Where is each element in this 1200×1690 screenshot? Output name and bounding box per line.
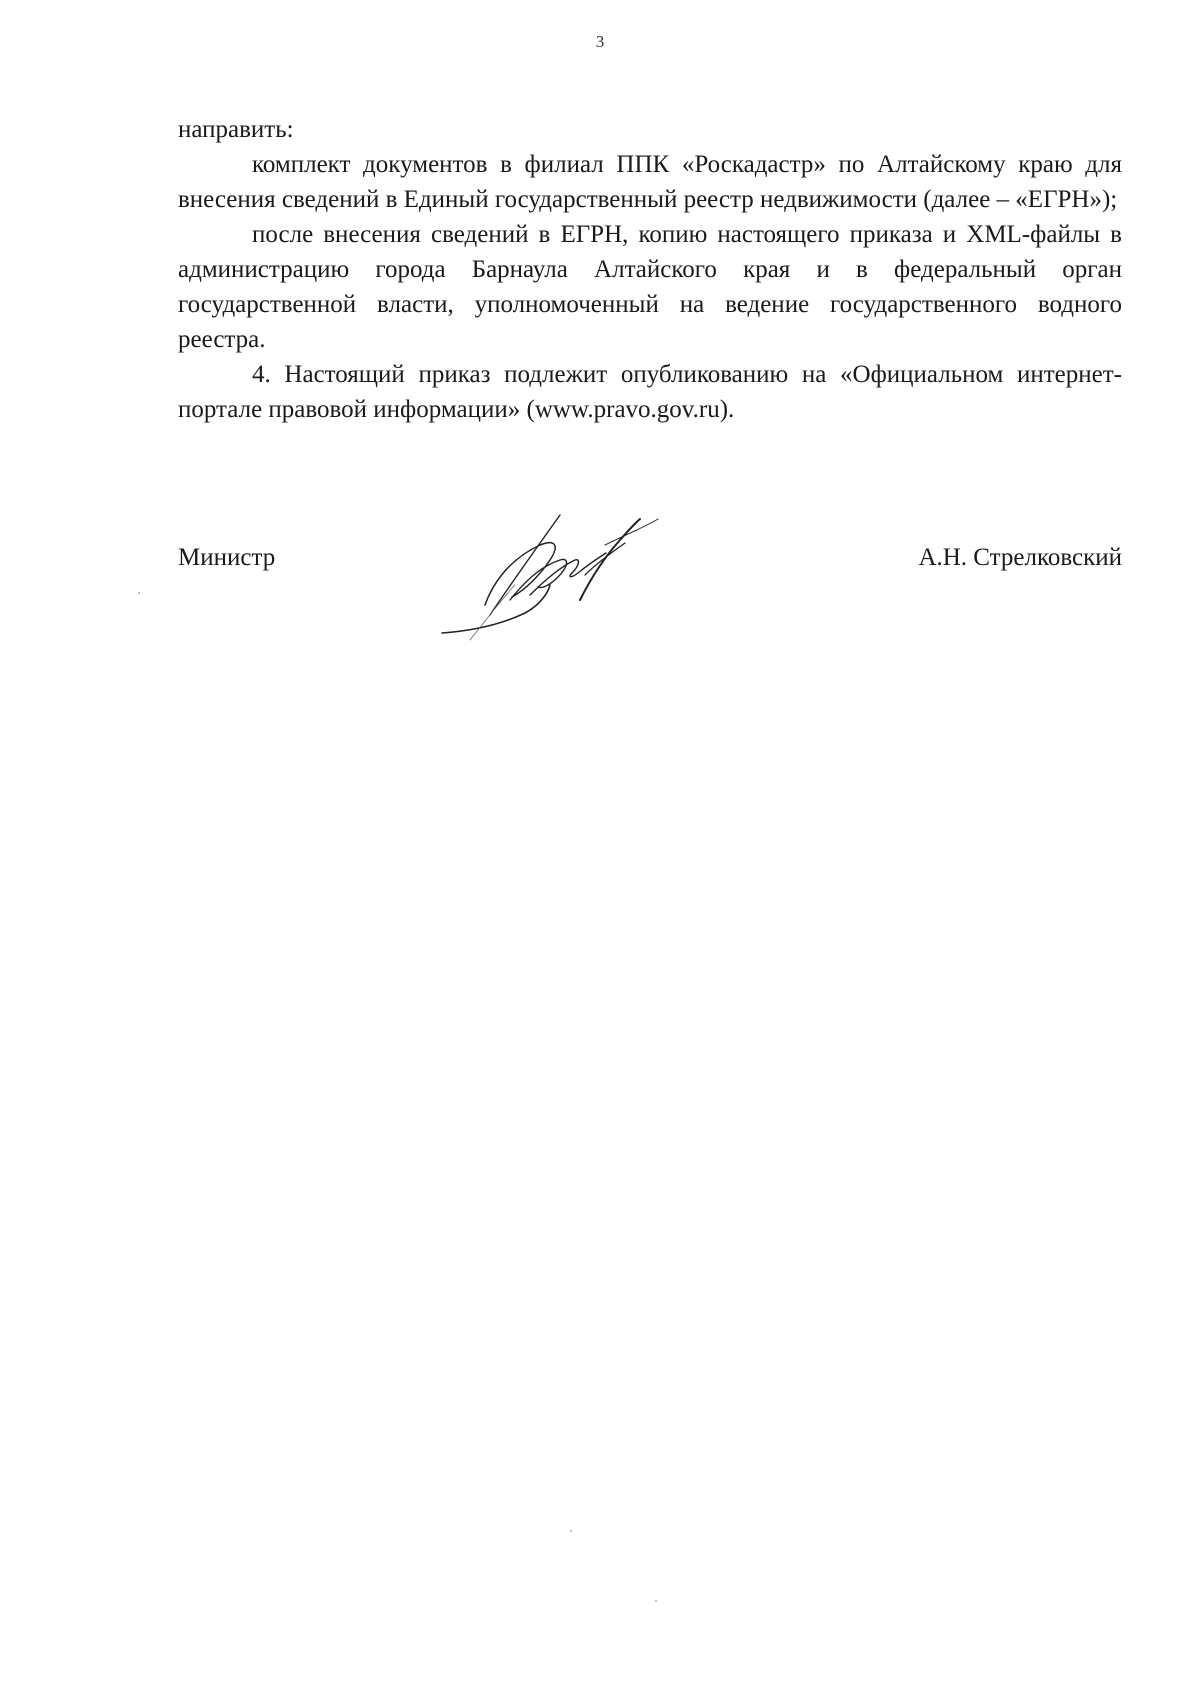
signatory-title: Министр: [178, 544, 276, 571]
paragraph-documents: комплект документов в филиал ППК «Роскадастр» по Алтайскому краю для внесения сведений в Единый государственный реестр недвижимости (далее – «ЕГРН»);: [178, 151, 1122, 213]
page-number: 3: [595, 32, 605, 51]
paragraph-intro: направить:: [178, 116, 294, 143]
paragraph-publication: 4. Настоящий приказ подлежит опубликованию на «Официальном интернет-портале правовой информации» (www.pravo.gov.ru).: [178, 361, 1122, 423]
handwritten-signature: [430, 505, 730, 655]
signatory-name: А.Н. Стрелковский: [918, 544, 1122, 571]
paragraph-after-egrn: после внесения сведений в ЕГРН, копию настоящего приказа и XML-файлы в администрацию города Барнаула Алтайского края и в федеральный орган государственной власти, уполномоченный на ведение государственного водного реестра.: [178, 221, 1122, 353]
document-body: [178, 112, 1122, 427]
